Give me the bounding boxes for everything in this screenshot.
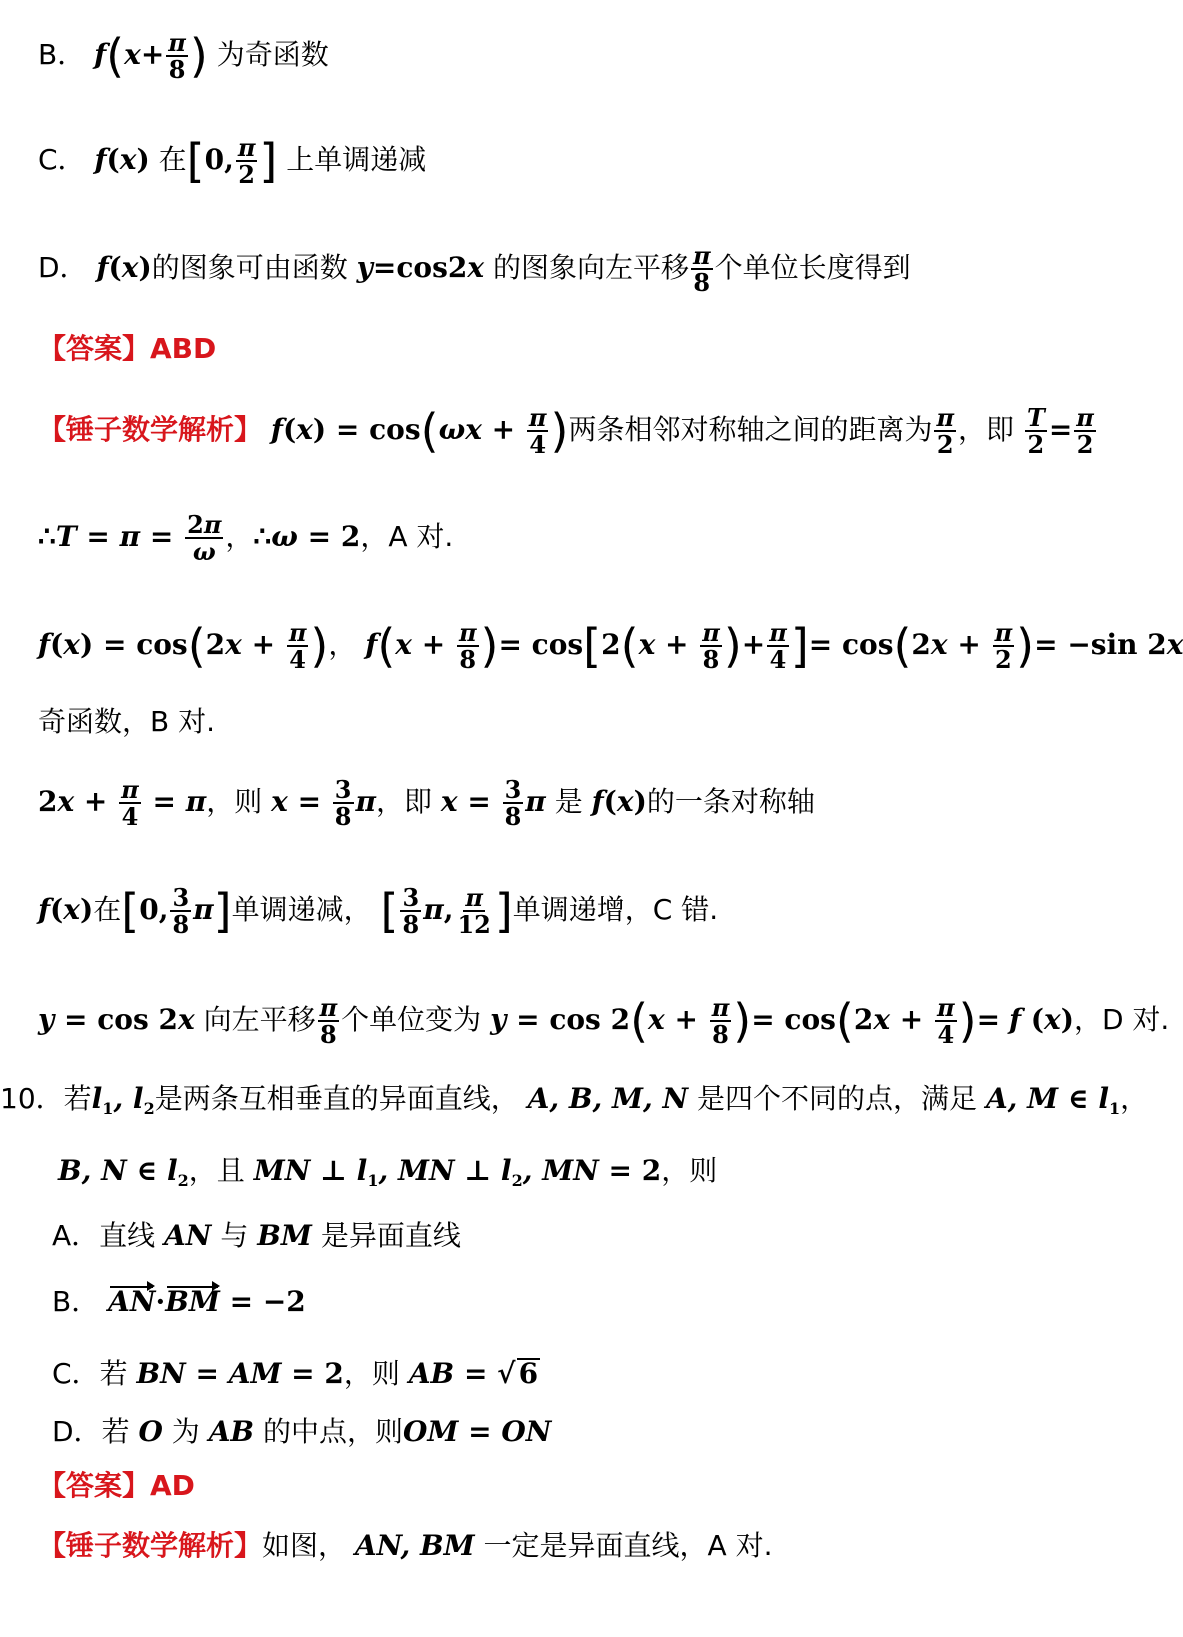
fraction: $\frac{\pi}{4}$: [121, 775, 139, 832]
answer-value: AD: [150, 1469, 195, 1502]
q9-analysis-line-3: f(x) = cos(2x + $\frac{\pi}{4}$ )， f(x + $\frac{\pi}{8}$ )= cos[2(x + $\frac{\pi}{8}$ )+ $\frac{\pi}{4}$ ]= cos(2x + $\frac{\pi}{2}$ )= −sin 2x: [38, 618, 1183, 675]
q9-analysis-line-5: 2x + $\frac{\pi}{4}$ = π，则 x = $\frac{3}{8}$ π，即 x = $\frac{3}{8}$ π 是 f(x)的一条对称轴: [38, 775, 815, 832]
answer-tag: 【答案】: [38, 1469, 151, 1502]
option-label: D．: [38, 251, 88, 285]
fraction: $\frac{\pi}{12}$: [457, 883, 491, 940]
fraction: $\frac{\pi}{8}$: [319, 993, 338, 1050]
option-label: D．: [52, 1415, 102, 1448]
fraction: $\frac{3}{8}$: [172, 883, 190, 940]
option-label: B．: [38, 38, 86, 72]
fraction: $\frac{\pi}{4}$: [528, 403, 547, 460]
option-label: C．: [52, 1357, 100, 1390]
q9-option-d: D． f(x)的图象可由函数 y=cos2x 的图象向左平移 $\frac{\pi}{8}$ 个单位长度得到: [38, 241, 911, 298]
q10-stem-line-1: 10．若$l_1$, $l_2$是两条互相垂直的异面直线， A, B, M, N 是四个不同的点，满足 A, M ∈ $l_1$，: [0, 1082, 1149, 1118]
fraction: $\frac{\pi}{2}$: [1076, 403, 1094, 460]
fraction: $\frac{\pi}{8}$: [168, 28, 186, 85]
q10-analysis: 【锤子数学解析】如图， AN, BM 一定是异面直线，A 对.: [38, 1529, 773, 1562]
fraction: $\frac{\pi}{2}$: [994, 618, 1013, 675]
q10-answer: [38, 1469, 195, 1502]
vector-bm: BM: [165, 1285, 220, 1318]
q10-option-d: D．若 O 为 AB 的中点，则OM = ON: [52, 1415, 552, 1448]
fraction: $\frac{3}{8}$: [334, 775, 352, 832]
fraction: $\frac{\pi}{4}$: [937, 993, 955, 1050]
option-label: C．: [38, 143, 86, 177]
sqrt-6: 6: [518, 1357, 539, 1390]
analysis-tag: 【锤子数学解析】: [38, 413, 263, 447]
fraction: $\frac{2\pi}{\omega}$: [187, 510, 222, 567]
answer-tag: 【答案】: [38, 332, 151, 365]
q9-analysis-line-6: f(x)在[0, $\frac{3}{8}$ π]单调递减， [ $\frac{3}{8}$ π, $\frac{\pi}{12}$ ]单调递增，C 错.: [38, 883, 719, 940]
q9-analysis-line-1: 【锤子数学解析】 f(x) = cos(ωx + $\frac{\pi}{4}$ )两条相邻对称轴之间的距离为 $\frac{\pi}{2}$ ，即 $\frac{T}{2}$ = $\frac{\pi}{2}$: [38, 403, 1094, 460]
q9-option-c: C． f(x) 在[0, $\frac{\pi}{2}$ ] 上单调递减: [38, 133, 427, 190]
q10-option-b: B． AN·BM = −2: [52, 1285, 306, 1318]
fraction: $\frac{T}{2}$: [1026, 403, 1045, 460]
option-text: 为奇函数: [216, 38, 329, 72]
q9-analysis-line-4: 奇函数，B 对.: [38, 705, 216, 738]
question-number: 10．: [0, 1082, 64, 1115]
q9-analysis-line-2: ∴T = π = $\frac{2\pi}{\omega}$ ，∴ω = 2，A 对.: [38, 510, 454, 567]
fraction: $\frac{3}{8}$: [402, 883, 420, 940]
q9-option-b: B． f(x+ $\frac{\pi}{8}$ ) 为奇函数: [38, 28, 329, 85]
q9-analysis-line-7: y = cos 2x 向左平移 $\frac{\pi}{8}$ 个单位变为 y = cos 2(x + $\frac{\pi}{8}$ )= cos(2x + $\frac{\pi}{4}$ )= f (x)，D 对.: [38, 993, 1170, 1050]
vector-an: AN: [108, 1285, 156, 1318]
fraction: $\frac{\pi}{4}$: [288, 618, 307, 675]
option-label: A．: [52, 1219, 100, 1252]
fraction: $\frac{\pi}{2}$: [936, 403, 955, 460]
q10-stem-line-2: B, N ∈ $l_2$，且 MN ⊥ $l_1$, MN ⊥ $l_2$, MN = 2，则: [58, 1154, 718, 1190]
fraction: $\frac{3}{8}$: [504, 775, 522, 832]
q9-answer: [38, 332, 217, 365]
math-expr: f: [94, 38, 107, 72]
fraction: $\frac{\pi}{8}$: [702, 618, 720, 675]
option-label: B．: [52, 1285, 100, 1318]
fraction: $\frac{\pi}{8}$: [692, 241, 711, 298]
analysis-tag: 【锤子数学解析】: [38, 1529, 263, 1562]
fraction: $\frac{\pi}{2}$: [237, 133, 256, 190]
answer-value: ABD: [150, 332, 217, 365]
fraction: $\frac{\pi}{8}$: [711, 993, 730, 1050]
q10-option-a: A．直线 AN 与 BM 是异面直线: [52, 1219, 461, 1252]
fraction: $\frac{\pi}{4}$: [769, 618, 787, 675]
fraction: $\frac{\pi}{8}$: [458, 618, 477, 675]
q10-option-c: C．若 BN = AM = 2，则 AB = √ 6: [52, 1357, 539, 1390]
